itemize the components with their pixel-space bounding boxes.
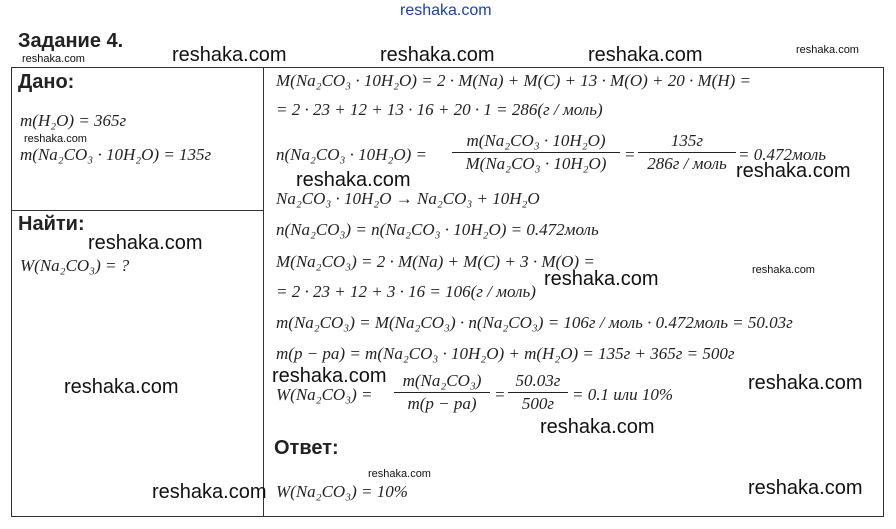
fraction-numeric <box>638 131 736 174</box>
table-column-divider <box>263 67 264 517</box>
fraction-bar <box>394 392 490 393</box>
find-line: W(Na₂CO₃) = ? <box>20 256 130 275</box>
solution-line-2: = 2 · 23 + 12 + 13 · 16 + 20 · 1 = 286(г / моль) <box>276 100 603 119</box>
watermark: reshaka.com <box>172 44 287 66</box>
equals-sign: = <box>624 145 636 164</box>
fraction-bar <box>508 392 568 393</box>
find-label: Найти: <box>18 213 85 235</box>
fraction-numerator: 50.03г <box>515 371 561 390</box>
watermark: reshaka.com <box>796 44 859 56</box>
watermark: reshaka.com <box>272 365 387 387</box>
watermark: reshaka.com <box>152 481 267 503</box>
watermark: reshaka.com <box>24 133 87 145</box>
solution-line-10-result: = 0.1 или 10% <box>572 385 674 404</box>
watermark: reshaka.com <box>88 232 203 254</box>
solution-line-6: M(Na₂CO₃) = 2 · M(Na) + M(C) + 3 · M(O) = <box>276 252 595 271</box>
answer-label: Ответ: <box>274 437 339 459</box>
solution-line-9: m(p − pa) = m(Na₂CO₃ · 10H₂O) + m(H₂O) = 135г + 365г = 500г <box>276 344 735 363</box>
fraction-n-crystal <box>452 131 620 174</box>
solution-line-7: = 2 · 23 + 12 + 3 · 16 = 106(г / моль) <box>276 282 536 301</box>
fraction-bar <box>638 152 736 153</box>
solution-line-3-result: = 0.472моль <box>738 145 827 164</box>
watermark: reshaka.com <box>296 169 411 191</box>
given-label: Дано: <box>18 71 75 93</box>
task-title: Задание 4. <box>18 30 124 52</box>
watermark: reshaka.com <box>22 53 85 65</box>
watermark: reshaka.com <box>540 416 655 438</box>
equals-sign: = <box>494 385 506 404</box>
solution-line-8: m(Na₂CO₃) = M(Na₂CO₃) · n(Na₂CO₃) = 106г / моль · 0.472моль = 50.03г <box>276 313 793 332</box>
watermark: reshaka.com <box>368 468 431 480</box>
watermark: reshaka.com <box>748 372 863 394</box>
watermark: reshaka.com <box>380 44 495 66</box>
given-line: m(Na₂CO₃ · 10H₂O) = 135г <box>20 145 212 164</box>
fraction-denominator: M(Na₂CO₃ · 10H₂O) <box>465 154 607 173</box>
answer-line: W(Na₂CO₃) = 10% <box>276 482 408 501</box>
solution-line-5: n(Na₂CO₃) = n(Na₂CO₃ · 10H₂O) = 0.472моль <box>276 220 599 239</box>
table-row-divider <box>11 210 263 211</box>
fraction-mass-ratio <box>394 371 490 414</box>
watermark: reshaka.com <box>752 264 815 276</box>
fraction-numerator: 135г <box>670 131 704 150</box>
solution-line-3-left: n(Na₂CO₃ · 10H₂O) = <box>276 145 428 164</box>
fraction-numerator: m(Na₂CO₃ · 10H₂O) <box>466 131 606 150</box>
fraction-numeric <box>508 371 568 414</box>
fraction-denominator: 286г / моль <box>647 154 727 173</box>
watermark: reshaka.com <box>64 376 179 398</box>
watermark: reshaka.com <box>588 44 703 66</box>
watermark: reshaka.com <box>748 477 863 499</box>
solution-line-10-left: W(Na₂CO₃) = <box>276 385 373 404</box>
site-header-link[interactable]: reshaka.com <box>400 2 492 19</box>
solution-line-4: Na₂CO₃ · 10H₂O → Na₂CO₃ + 10H₂O <box>276 189 540 208</box>
given-line: m(H₂O) = 365г <box>20 111 127 130</box>
fraction-denominator: 500г <box>521 394 555 413</box>
solution-line-1: M(Na₂CO₃ · 10H₂O) = 2 · M(Na) + M(C) + 13 · M(O) + 20 · M(H) = <box>276 71 751 90</box>
watermark: reshaka.com <box>736 160 851 182</box>
watermark: reshaka.com <box>544 268 659 290</box>
fraction-denominator: m(p − pa) <box>407 394 477 413</box>
fraction-bar <box>452 152 620 153</box>
fraction-numerator: m(Na₂CO₃) <box>402 371 482 390</box>
